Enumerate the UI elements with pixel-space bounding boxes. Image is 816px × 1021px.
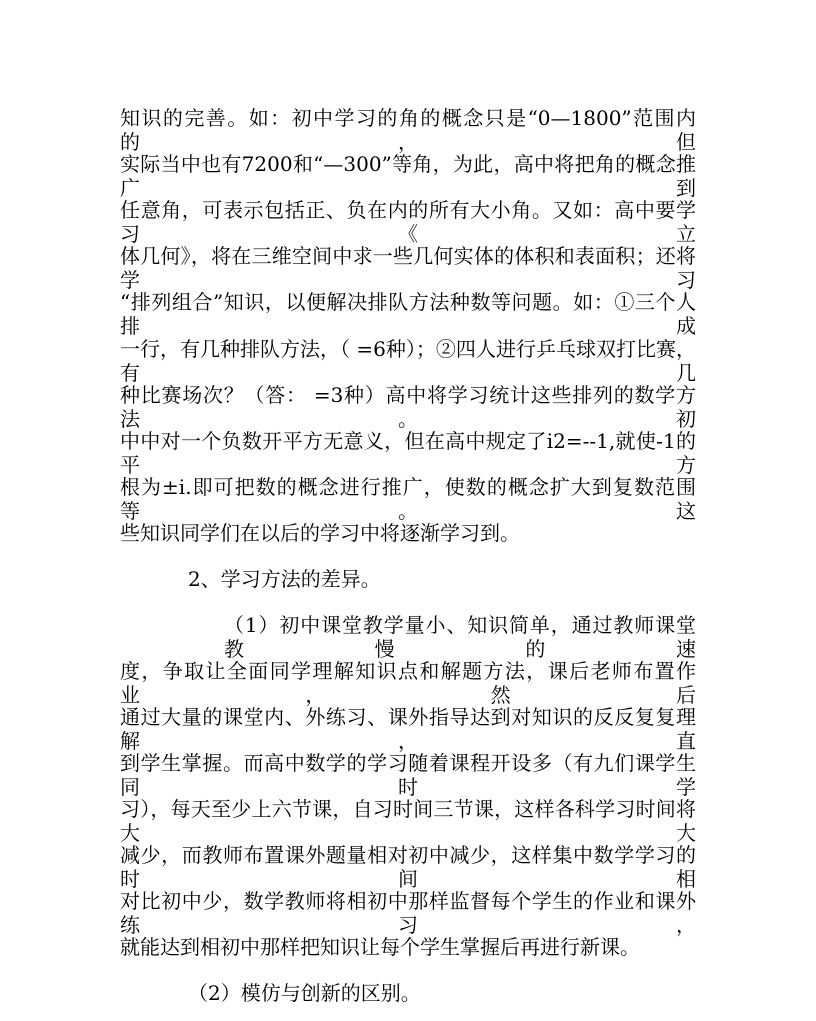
- paragraph-line: 到学生掌握。而高中数学的学习随着课程开设多（有九们课学生同时学: [120, 751, 696, 799]
- paragraph-line: 一行，有几种排队方法，（ =6种）；②四人进行乒乓球双打比赛，有几: [120, 337, 696, 385]
- paragraph-line: 通过大量的课堂内、外练习、课外指导达到对知识的反反复复理解，直: [120, 705, 696, 753]
- paragraph-line: 度，争取让全面同学理解知识点和解题方法，课后老师布置作业，然后: [120, 659, 696, 707]
- paragraph-line: 实际当中也有7200和“—300”等角，为此，高中将把角的概念推广到: [120, 152, 696, 200]
- paragraph-line: 习），每天至少上六节课，自习时间三节课，这样各科学习时间将大大: [120, 797, 696, 845]
- paragraph-line: 减少，而教师布置课外题量相对初中减少，这样集中数学学习的时间相: [120, 843, 696, 891]
- section-heading: 2、学习方法的差异。: [188, 567, 381, 591]
- paragraph-line: 中中对一个负数开平方无意义，但在高中规定了i2=--1,就使-1的平方: [120, 429, 696, 477]
- paragraph-line: 根为±i.即可把数的概念进行推广，使数的概念扩大到复数范围等。这: [120, 475, 696, 523]
- paragraph-line: “排列组合”知识，以便解决排队方法种数等问题。如：①三个人排成: [120, 290, 696, 338]
- paragraph-line: （1）初中课堂教学量小、知识简单，通过教师课堂教慢的速: [224, 613, 696, 661]
- paragraph-line: 知识的完善。如：初中学习的角的概念只是“0—1800”范围内的，但: [120, 106, 696, 154]
- paragraph-line: 任意角，可表示包括正、负在内的所有大小角。又如：高中要学习《立: [120, 198, 696, 246]
- paragraph-line: 些知识同学们在以后的学习中将逐渐学习到。: [120, 521, 520, 545]
- paragraph-line: 体几何》，将在三维空间中求一些几何实体的体积和表面积；还将学习: [120, 244, 696, 292]
- paragraph-line: 对比初中少，数学教师将相初中那样监督每个学生的作业和课外练习，: [120, 889, 696, 937]
- paragraph-line: 就能达到相初中那样把知识让每个学生掌握后再进行新课。: [120, 935, 640, 959]
- subsection-heading: （2）模仿与创新的区别。: [188, 981, 421, 1005]
- paragraph-line: 种比赛场次？（答： =3种）高中将学习统计这些排列的数学方法。初: [120, 383, 696, 431]
